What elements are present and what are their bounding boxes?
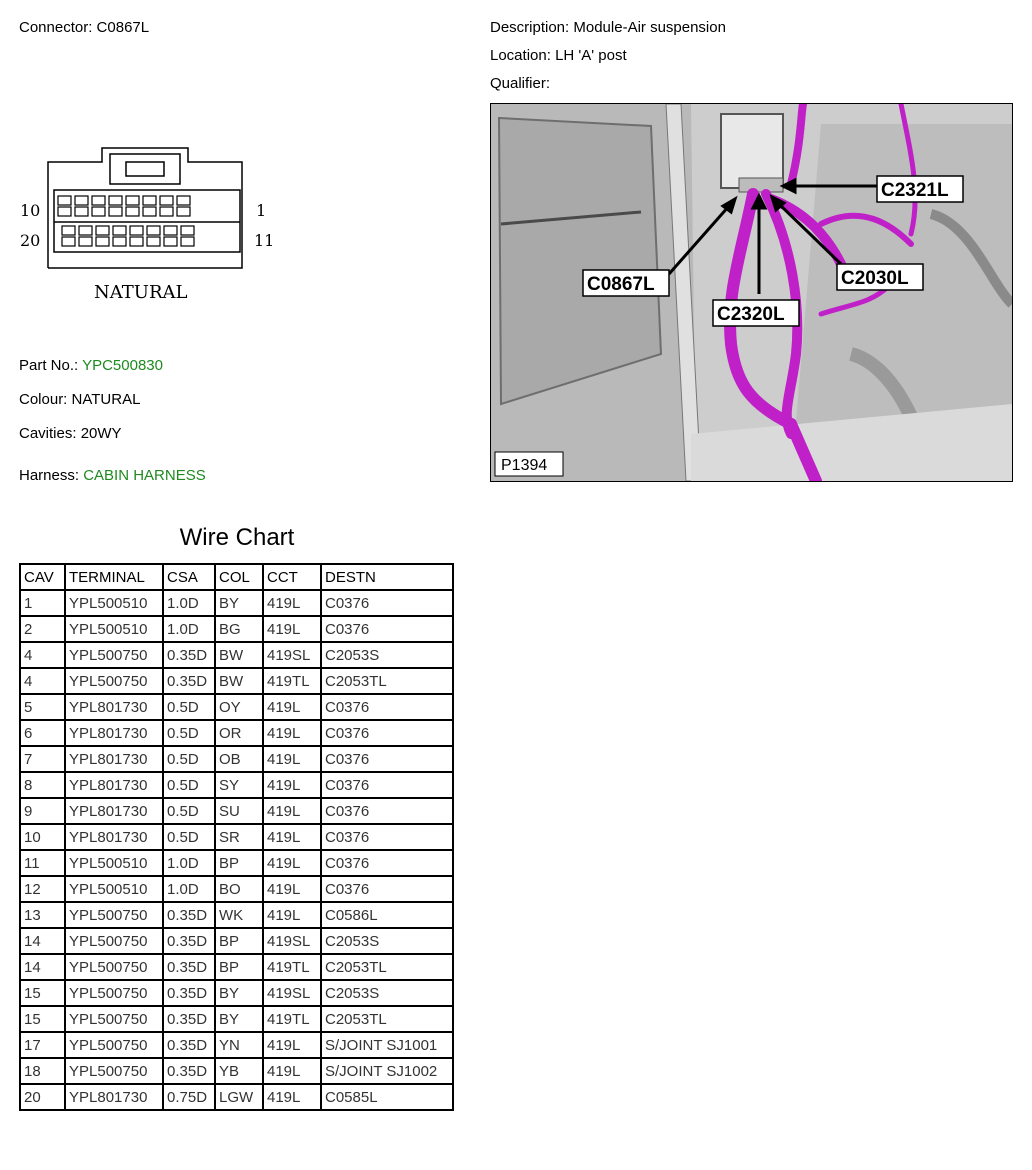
- cell-cav: 1: [20, 590, 65, 616]
- cell-col: BW: [215, 668, 263, 694]
- connector-face-diagram: [16, 140, 276, 310]
- callout-c2321l: C2321L: [881, 180, 949, 201]
- cell-csa: 0.5D: [163, 824, 215, 850]
- cell-col: BP: [215, 928, 263, 954]
- header-cav: CAV: [20, 564, 65, 590]
- wire-row: [20, 798, 453, 824]
- cell-destn: C0376: [321, 694, 453, 720]
- cell-col: OR: [215, 720, 263, 746]
- connector-housing-outline: [48, 148, 242, 268]
- cell-col: OY: [215, 694, 263, 720]
- cell-cav: 2: [20, 616, 65, 642]
- cell-col: SU: [215, 798, 263, 824]
- cell-col: BY: [215, 980, 263, 1006]
- cell-cct: 419L: [263, 746, 321, 772]
- cell-csa: 1.0D: [163, 850, 215, 876]
- cell-cav: 6: [20, 720, 65, 746]
- pin-number-20: 20: [20, 231, 41, 250]
- cell-cav: 17: [20, 1032, 65, 1058]
- cell-cct: 419SL: [263, 980, 321, 1006]
- cell-cav: 20: [20, 1084, 65, 1110]
- cell-cav: 14: [20, 954, 65, 980]
- location-illustration: [491, 104, 1012, 481]
- header-col: COL: [215, 564, 263, 590]
- cavity: [181, 237, 194, 246]
- description-line: [490, 19, 726, 36]
- cell-csa: 1.0D: [163, 590, 215, 616]
- cell-cct: 419L: [263, 590, 321, 616]
- wire-row: [20, 772, 453, 798]
- wire-row: [20, 902, 453, 928]
- wire-chart-body: [20, 590, 453, 1110]
- cavity: [109, 196, 122, 205]
- cell-cct: 419L: [263, 876, 321, 902]
- harness-link[interactable]: CABIN HARNESS: [83, 467, 206, 484]
- cell-destn: C0376: [321, 616, 453, 642]
- header-destn: DESTN: [321, 564, 453, 590]
- cell-col: LGW: [215, 1084, 263, 1110]
- cell-destn: C0376: [321, 850, 453, 876]
- cell-destn: C0586L: [321, 902, 453, 928]
- cell-destn: C2053S: [321, 928, 453, 954]
- cavity: [143, 196, 156, 205]
- cell-cct: 419L: [263, 798, 321, 824]
- cell-csa: 0.5D: [163, 694, 215, 720]
- cell-terminal: YPL801730: [65, 720, 163, 746]
- connector-colour-caption: NATURAL: [94, 282, 188, 303]
- cell-cct: 419L: [263, 902, 321, 928]
- cell-csa: 0.35D: [163, 1006, 215, 1032]
- cell-csa: 0.35D: [163, 980, 215, 1006]
- cell-cav: 18: [20, 1058, 65, 1084]
- wire-row: [20, 1032, 453, 1058]
- pin-number-11: 11: [254, 231, 275, 250]
- cell-cav: 7: [20, 746, 65, 772]
- connector-value: C0867L: [96, 19, 150, 36]
- qualifier-label: Qualifier:: [490, 75, 551, 92]
- cell-terminal: YPL500750: [65, 1006, 163, 1032]
- cell-terminal: YPL500510: [65, 616, 163, 642]
- cavity: [147, 226, 160, 235]
- description-label: Description:: [490, 19, 570, 36]
- wire-row: [20, 954, 453, 980]
- wire-chart-table: [19, 563, 454, 1111]
- location-value: LH 'A' post: [555, 47, 627, 64]
- cell-cct: 419L: [263, 1084, 321, 1110]
- cavity-row-top: [58, 196, 190, 216]
- connector-label: Connector:: [19, 19, 93, 36]
- header-cct: CCT: [263, 564, 321, 590]
- cell-col: BP: [215, 850, 263, 876]
- cell-destn: C0376: [321, 876, 453, 902]
- cell-col: BY: [215, 1006, 263, 1032]
- cell-cav: 4: [20, 668, 65, 694]
- harness-line: [19, 467, 206, 484]
- cell-terminal: YPL801730: [65, 1084, 163, 1110]
- cavities-label: Cavities:: [19, 425, 77, 442]
- cell-cct: 419TL: [263, 1006, 321, 1032]
- colour-label: Colour:: [19, 391, 68, 408]
- cavity: [113, 237, 126, 246]
- cavity: [62, 226, 75, 235]
- cavity: [109, 207, 122, 216]
- module-body: [721, 114, 783, 188]
- cell-csa: 0.35D: [163, 668, 215, 694]
- cell-destn: C2053S: [321, 980, 453, 1006]
- cell-terminal: YPL801730: [65, 772, 163, 798]
- connector-line: [19, 19, 149, 36]
- cell-terminal: YPL801730: [65, 694, 163, 720]
- cell-csa: 0.35D: [163, 954, 215, 980]
- connector-latch-inner: [126, 162, 164, 176]
- cell-col: BG: [215, 616, 263, 642]
- wire-row: [20, 850, 453, 876]
- cavity: [113, 226, 126, 235]
- cell-csa: 1.0D: [163, 616, 215, 642]
- header-csa: CSA: [163, 564, 215, 590]
- location-photo: [490, 103, 1013, 482]
- cell-destn: S/JOINT SJ1001: [321, 1032, 453, 1058]
- cavity: [181, 226, 194, 235]
- cell-csa: 0.75D: [163, 1084, 215, 1110]
- cell-csa: 0.5D: [163, 798, 215, 824]
- part-no-link[interactable]: YPC500830: [82, 357, 163, 374]
- cell-destn: C0376: [321, 590, 453, 616]
- cell-destn: C0376: [321, 772, 453, 798]
- cell-terminal: YPL801730: [65, 746, 163, 772]
- wire-row: [20, 720, 453, 746]
- cavity: [92, 196, 105, 205]
- cell-terminal: YPL500510: [65, 590, 163, 616]
- cell-csa: 0.5D: [163, 746, 215, 772]
- cell-cav: 4: [20, 642, 65, 668]
- cell-cct: 419L: [263, 850, 321, 876]
- cell-csa: 0.35D: [163, 1032, 215, 1058]
- callout-c0867l: C0867L: [587, 274, 655, 295]
- cell-csa: 0.5D: [163, 772, 215, 798]
- cell-cav: 15: [20, 980, 65, 1006]
- cell-destn: C0376: [321, 720, 453, 746]
- wire-row: [20, 590, 453, 616]
- cell-destn: C0585L: [321, 1084, 453, 1110]
- cell-csa: 0.35D: [163, 1058, 215, 1084]
- cell-cct: 419L: [263, 694, 321, 720]
- cell-cct: 419L: [263, 1032, 321, 1058]
- cavity: [147, 237, 160, 246]
- wire-row: [20, 876, 453, 902]
- wire-row: [20, 980, 453, 1006]
- description-value: Module-Air suspension: [573, 19, 726, 36]
- callout-c2320l: C2320L: [717, 304, 785, 325]
- wire-row: [20, 1058, 453, 1084]
- header-terminal: TERMINAL: [65, 564, 163, 590]
- cell-col: BW: [215, 642, 263, 668]
- cavity: [164, 237, 177, 246]
- cell-destn: S/JOINT SJ1002: [321, 1058, 453, 1084]
- cell-col: BY: [215, 590, 263, 616]
- cell-cct: 419TL: [263, 954, 321, 980]
- cell-cct: 419SL: [263, 928, 321, 954]
- cell-cav: 10: [20, 824, 65, 850]
- cell-csa: 0.35D: [163, 902, 215, 928]
- connector-latch: [110, 154, 180, 184]
- wire-row: [20, 824, 453, 850]
- wire-row: [20, 1006, 453, 1032]
- cell-destn: C0376: [321, 824, 453, 850]
- cell-cav: 9: [20, 798, 65, 824]
- cell-terminal: YPL500750: [65, 642, 163, 668]
- cell-cct: 419L: [263, 1058, 321, 1084]
- cell-col: BO: [215, 876, 263, 902]
- cell-terminal: YPL500750: [65, 902, 163, 928]
- cell-cct: 419L: [263, 720, 321, 746]
- cell-terminal: YPL500750: [65, 980, 163, 1006]
- cell-cct: 419L: [263, 616, 321, 642]
- cavity: [130, 237, 143, 246]
- part-no-line: [19, 357, 163, 374]
- cell-cct: 419TL: [263, 668, 321, 694]
- colour-line: [19, 391, 140, 408]
- cell-csa: 1.0D: [163, 876, 215, 902]
- cavities-line: [19, 425, 122, 442]
- cell-terminal: YPL500750: [65, 928, 163, 954]
- cell-cct: 419L: [263, 824, 321, 850]
- cavity: [160, 196, 173, 205]
- cell-destn: C2053S: [321, 642, 453, 668]
- cavity: [177, 207, 190, 216]
- cell-cav: 5: [20, 694, 65, 720]
- wire-chart-header-row: [20, 564, 453, 590]
- cell-col: SR: [215, 824, 263, 850]
- cell-terminal: YPL500510: [65, 850, 163, 876]
- colour-value: NATURAL: [71, 391, 141, 408]
- cell-col: BP: [215, 954, 263, 980]
- cell-cav: 13: [20, 902, 65, 928]
- cavity: [160, 207, 173, 216]
- cell-csa: 0.35D: [163, 928, 215, 954]
- cell-cav: 12: [20, 876, 65, 902]
- qualifier-line: [490, 75, 550, 92]
- cell-terminal: YPL500750: [65, 1032, 163, 1058]
- cavity: [126, 207, 139, 216]
- location-line: [490, 47, 627, 64]
- wire-row: [20, 746, 453, 772]
- cell-cav: 14: [20, 928, 65, 954]
- wire-row: [20, 668, 453, 694]
- cavity: [96, 226, 109, 235]
- cavity: [92, 207, 105, 216]
- cell-terminal: YPL500510: [65, 876, 163, 902]
- cell-destn: C2053TL: [321, 668, 453, 694]
- part-no-label: Part No.:: [19, 357, 79, 374]
- wire-row: [20, 642, 453, 668]
- cell-destn: C2053TL: [321, 1006, 453, 1032]
- cavities-value: 20WY: [80, 425, 122, 442]
- cell-destn: C2053TL: [321, 954, 453, 980]
- cell-col: YB: [215, 1058, 263, 1084]
- cavity: [58, 196, 71, 205]
- cell-destn: C0376: [321, 798, 453, 824]
- cell-cct: 419L: [263, 772, 321, 798]
- cavity: [75, 207, 88, 216]
- cell-csa: 0.35D: [163, 642, 215, 668]
- cavity: [130, 226, 143, 235]
- cell-terminal: YPL500750: [65, 1058, 163, 1084]
- cell-cav: 15: [20, 1006, 65, 1032]
- pin-number-10: 10: [20, 201, 41, 220]
- cell-col: WK: [215, 902, 263, 928]
- location-label: Location:: [490, 47, 551, 64]
- cavity: [143, 207, 156, 216]
- cell-csa: 0.5D: [163, 720, 215, 746]
- cavity: [58, 207, 71, 216]
- cell-col: YN: [215, 1032, 263, 1058]
- wire-chart-title: Wire Chart: [179, 524, 295, 551]
- cavity: [96, 237, 109, 246]
- wire-row: [20, 694, 453, 720]
- cell-col: SY: [215, 772, 263, 798]
- cell-cct: 419SL: [263, 642, 321, 668]
- cavity-row-bottom: [62, 226, 194, 246]
- cavity: [177, 196, 190, 205]
- wire-row: [20, 1084, 453, 1110]
- cell-destn: C0376: [321, 746, 453, 772]
- cell-cav: 8: [20, 772, 65, 798]
- cavity: [126, 196, 139, 205]
- harness-label: Harness:: [19, 467, 80, 484]
- wire-row: [20, 928, 453, 954]
- photo-reference: P1394: [501, 457, 548, 474]
- cell-terminal: YPL500750: [65, 954, 163, 980]
- cavity: [75, 196, 88, 205]
- cavity: [79, 237, 92, 246]
- wire-row: [20, 616, 453, 642]
- cell-cav: 11: [20, 850, 65, 876]
- cell-terminal: YPL801730: [65, 824, 163, 850]
- cavity: [79, 226, 92, 235]
- callout-c2030l: C2030L: [841, 268, 909, 289]
- pin-number-1: 1: [256, 201, 267, 220]
- cavity: [164, 226, 177, 235]
- cell-terminal: YPL500750: [65, 668, 163, 694]
- cell-terminal: YPL801730: [65, 798, 163, 824]
- cavity: [62, 237, 75, 246]
- cell-col: OB: [215, 746, 263, 772]
